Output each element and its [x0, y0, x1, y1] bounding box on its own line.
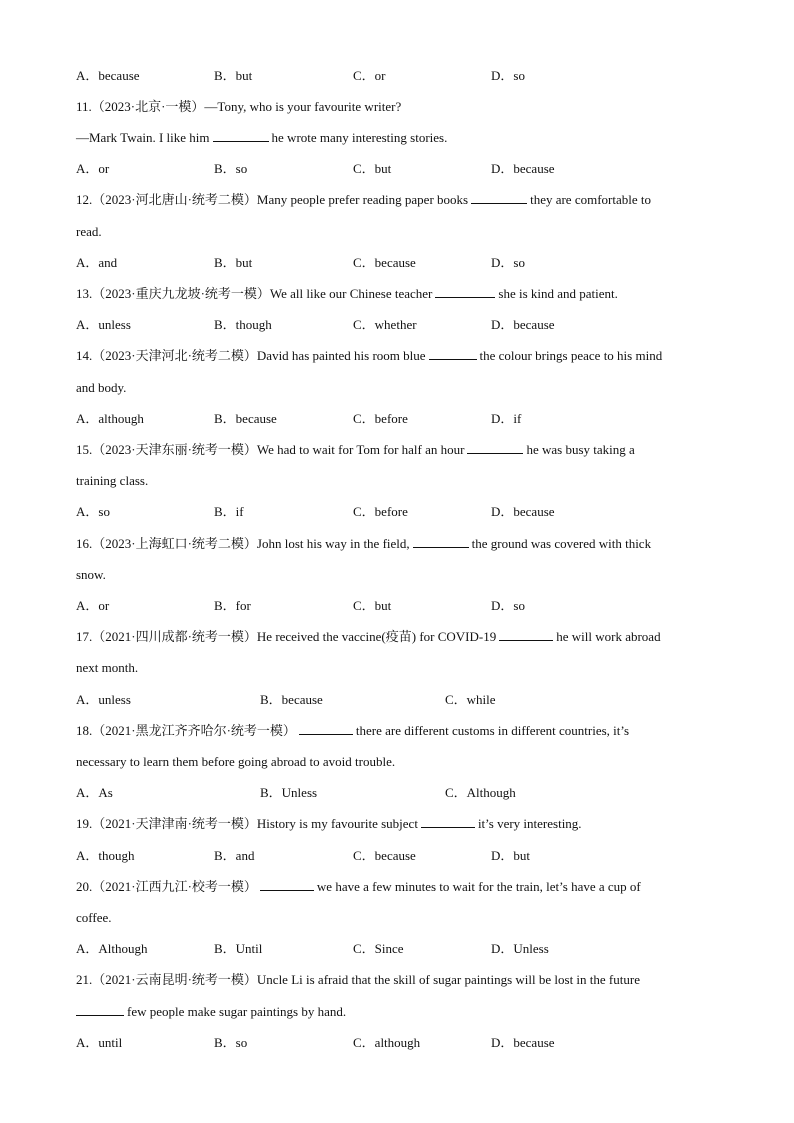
option-c: C．although	[353, 1035, 421, 1050]
question-text: the colour brings peace to his mind	[479, 348, 663, 363]
options-q16	[76, 597, 716, 615]
option-c: C．while	[445, 692, 496, 707]
option-b: B．so	[214, 1035, 248, 1050]
question-text: they are comfortable to	[530, 192, 651, 207]
answer-blank	[435, 285, 495, 298]
question-18	[76, 722, 710, 740]
options-q18	[76, 784, 716, 802]
option-b: B．but	[214, 255, 253, 270]
option-b: B．though	[214, 317, 272, 332]
option-b: B．Unless	[260, 785, 318, 800]
question-21	[76, 971, 710, 989]
option-c: C．Since	[353, 941, 404, 956]
answer-blank	[471, 191, 527, 204]
options-q17	[76, 691, 716, 709]
question-text: 17.（2021·四川成都·统考一模）He received the vaccine(疫苗) for COVID-19	[76, 629, 497, 644]
option-c: C．Although	[445, 785, 516, 800]
option-d: D．so	[491, 598, 525, 613]
option-a: A．Although	[76, 941, 148, 956]
option-c: C．before	[353, 411, 408, 426]
option-a: A．although	[76, 411, 144, 426]
option-b: B．Until	[214, 941, 263, 956]
answer-blank	[413, 535, 469, 548]
question-18-cont	[76, 753, 710, 771]
question-12-cont	[76, 223, 710, 241]
option-a: A．though	[76, 848, 135, 863]
question-text: 11.（2023·北京·一模）—Tony, who is your favourite writer?	[76, 99, 402, 114]
option-b: B．so	[214, 161, 248, 176]
option-b: B．because	[214, 411, 277, 426]
question-text: he will work abroad	[556, 629, 661, 644]
question-text: he was busy taking a	[526, 442, 635, 457]
question-text: 18.（2021·黑龙江齐齐哈尔·统考一模）	[76, 723, 296, 738]
answer-blank	[499, 628, 553, 641]
question-15-cont	[76, 472, 710, 490]
answer-blank	[467, 441, 523, 454]
options-q11	[76, 160, 716, 178]
question-text: next month.	[76, 660, 139, 675]
options-q15	[76, 503, 716, 521]
question-text: 12.（2023·河北唐山·统考二模）Many people prefer reading paper books	[76, 192, 469, 207]
option-b: B．for	[214, 598, 251, 613]
question-text: 19.（2021·天津津南·统考一模）History is my favourite subject	[76, 816, 418, 831]
answer-blank	[299, 722, 353, 735]
question-text: training class.	[76, 473, 149, 488]
question-text: snow.	[76, 567, 106, 582]
option-c: C．whether	[353, 317, 417, 332]
options-q10	[76, 67, 716, 85]
option-b: B．because	[260, 692, 323, 707]
option-a: A．unless	[76, 317, 131, 332]
options-q20	[76, 940, 716, 958]
question-11-line-2	[76, 129, 710, 147]
option-a: A．until	[76, 1035, 123, 1050]
question-14-cont	[76, 379, 710, 397]
option-c: C．before	[353, 504, 408, 519]
options-q21	[76, 1034, 716, 1052]
question-17	[76, 628, 710, 646]
option-a: A．so	[76, 504, 110, 519]
question-text: we have a few minutes to wait for the train, let’s have a cup of	[316, 879, 641, 894]
question-11	[76, 98, 710, 116]
question-text: 15.（2023·天津东丽·统考一模）We had to wait for Tom for half an hour	[76, 442, 465, 457]
option-d: D．but	[491, 848, 531, 863]
answer-blank	[76, 1003, 124, 1016]
question-text: she is kind and patient.	[498, 286, 618, 301]
question-text: few people make sugar paintings by hand.	[127, 1004, 347, 1019]
option-a: A．and	[76, 255, 118, 270]
question-text: necessary to learn them before going abroad to avoid trouble.	[76, 754, 396, 769]
option-d: D．because	[491, 317, 555, 332]
question-text: 16.（2023·上海虹口·统考二模）John lost his way in the field,	[76, 536, 410, 551]
option-a: A．because	[76, 68, 140, 83]
option-d: D．Unless	[491, 941, 549, 956]
question-19	[76, 815, 710, 833]
question-text: 21.（2021·云南昆明·统考一模）Uncle Li is afraid that the skill of sugar paintings will be lost in the future	[76, 972, 640, 987]
question-14	[76, 347, 710, 365]
question-text: there are different customs in different countries, it’s	[355, 723, 630, 738]
question-text: he wrote many interesting stories.	[271, 130, 448, 145]
question-20-cont	[76, 909, 710, 927]
option-c: C．because	[353, 255, 416, 270]
answer-blank	[429, 347, 477, 360]
option-c: C．because	[353, 848, 416, 863]
option-a: A．As	[76, 785, 113, 800]
options-q19	[76, 847, 716, 865]
question-17-cont	[76, 659, 710, 677]
option-c: C．but	[353, 161, 392, 176]
option-a: A．or	[76, 598, 110, 613]
options-q14	[76, 410, 716, 428]
options-q12	[76, 254, 716, 272]
question-12	[76, 191, 710, 209]
question-text: and body.	[76, 380, 127, 395]
question-16	[76, 535, 710, 553]
option-a: A．or	[76, 161, 110, 176]
option-d: D．so	[491, 255, 525, 270]
answer-blank	[213, 129, 269, 142]
question-15	[76, 441, 710, 459]
question-text: read.	[76, 224, 102, 239]
option-c: C．or	[353, 68, 386, 83]
option-c: C．but	[353, 598, 392, 613]
question-13	[76, 285, 710, 303]
question-text: the ground was covered with thick	[471, 536, 652, 551]
option-b: B．but	[214, 68, 253, 83]
option-d: D．so	[491, 68, 525, 83]
question-16-cont	[76, 566, 710, 584]
answer-blank	[260, 878, 314, 891]
question-text: 13.（2023·重庆九龙坡·统考一模）We all like our Chinese teacher	[76, 286, 433, 301]
answer-blank	[421, 815, 475, 828]
option-a: A．unless	[76, 692, 131, 707]
question-text: coffee.	[76, 910, 112, 925]
question-text: 14.（2023·天津河北·统考二模）David has painted his room blue	[76, 348, 426, 363]
question-text: —Mark Twain. I like him	[76, 130, 210, 145]
options-q13	[76, 316, 716, 334]
option-d: D．if	[491, 411, 522, 426]
option-d: D．because	[491, 504, 555, 519]
question-20	[76, 878, 710, 896]
option-d: D．because	[491, 161, 555, 176]
question-21-cont	[76, 1003, 710, 1021]
question-text: it’s very interesting.	[477, 816, 582, 831]
option-b: B．if	[214, 504, 244, 519]
question-text: 20.（2021·江西九江·校考一模）	[76, 879, 257, 894]
option-d: D．because	[491, 1035, 555, 1050]
option-b: B．and	[214, 848, 255, 863]
